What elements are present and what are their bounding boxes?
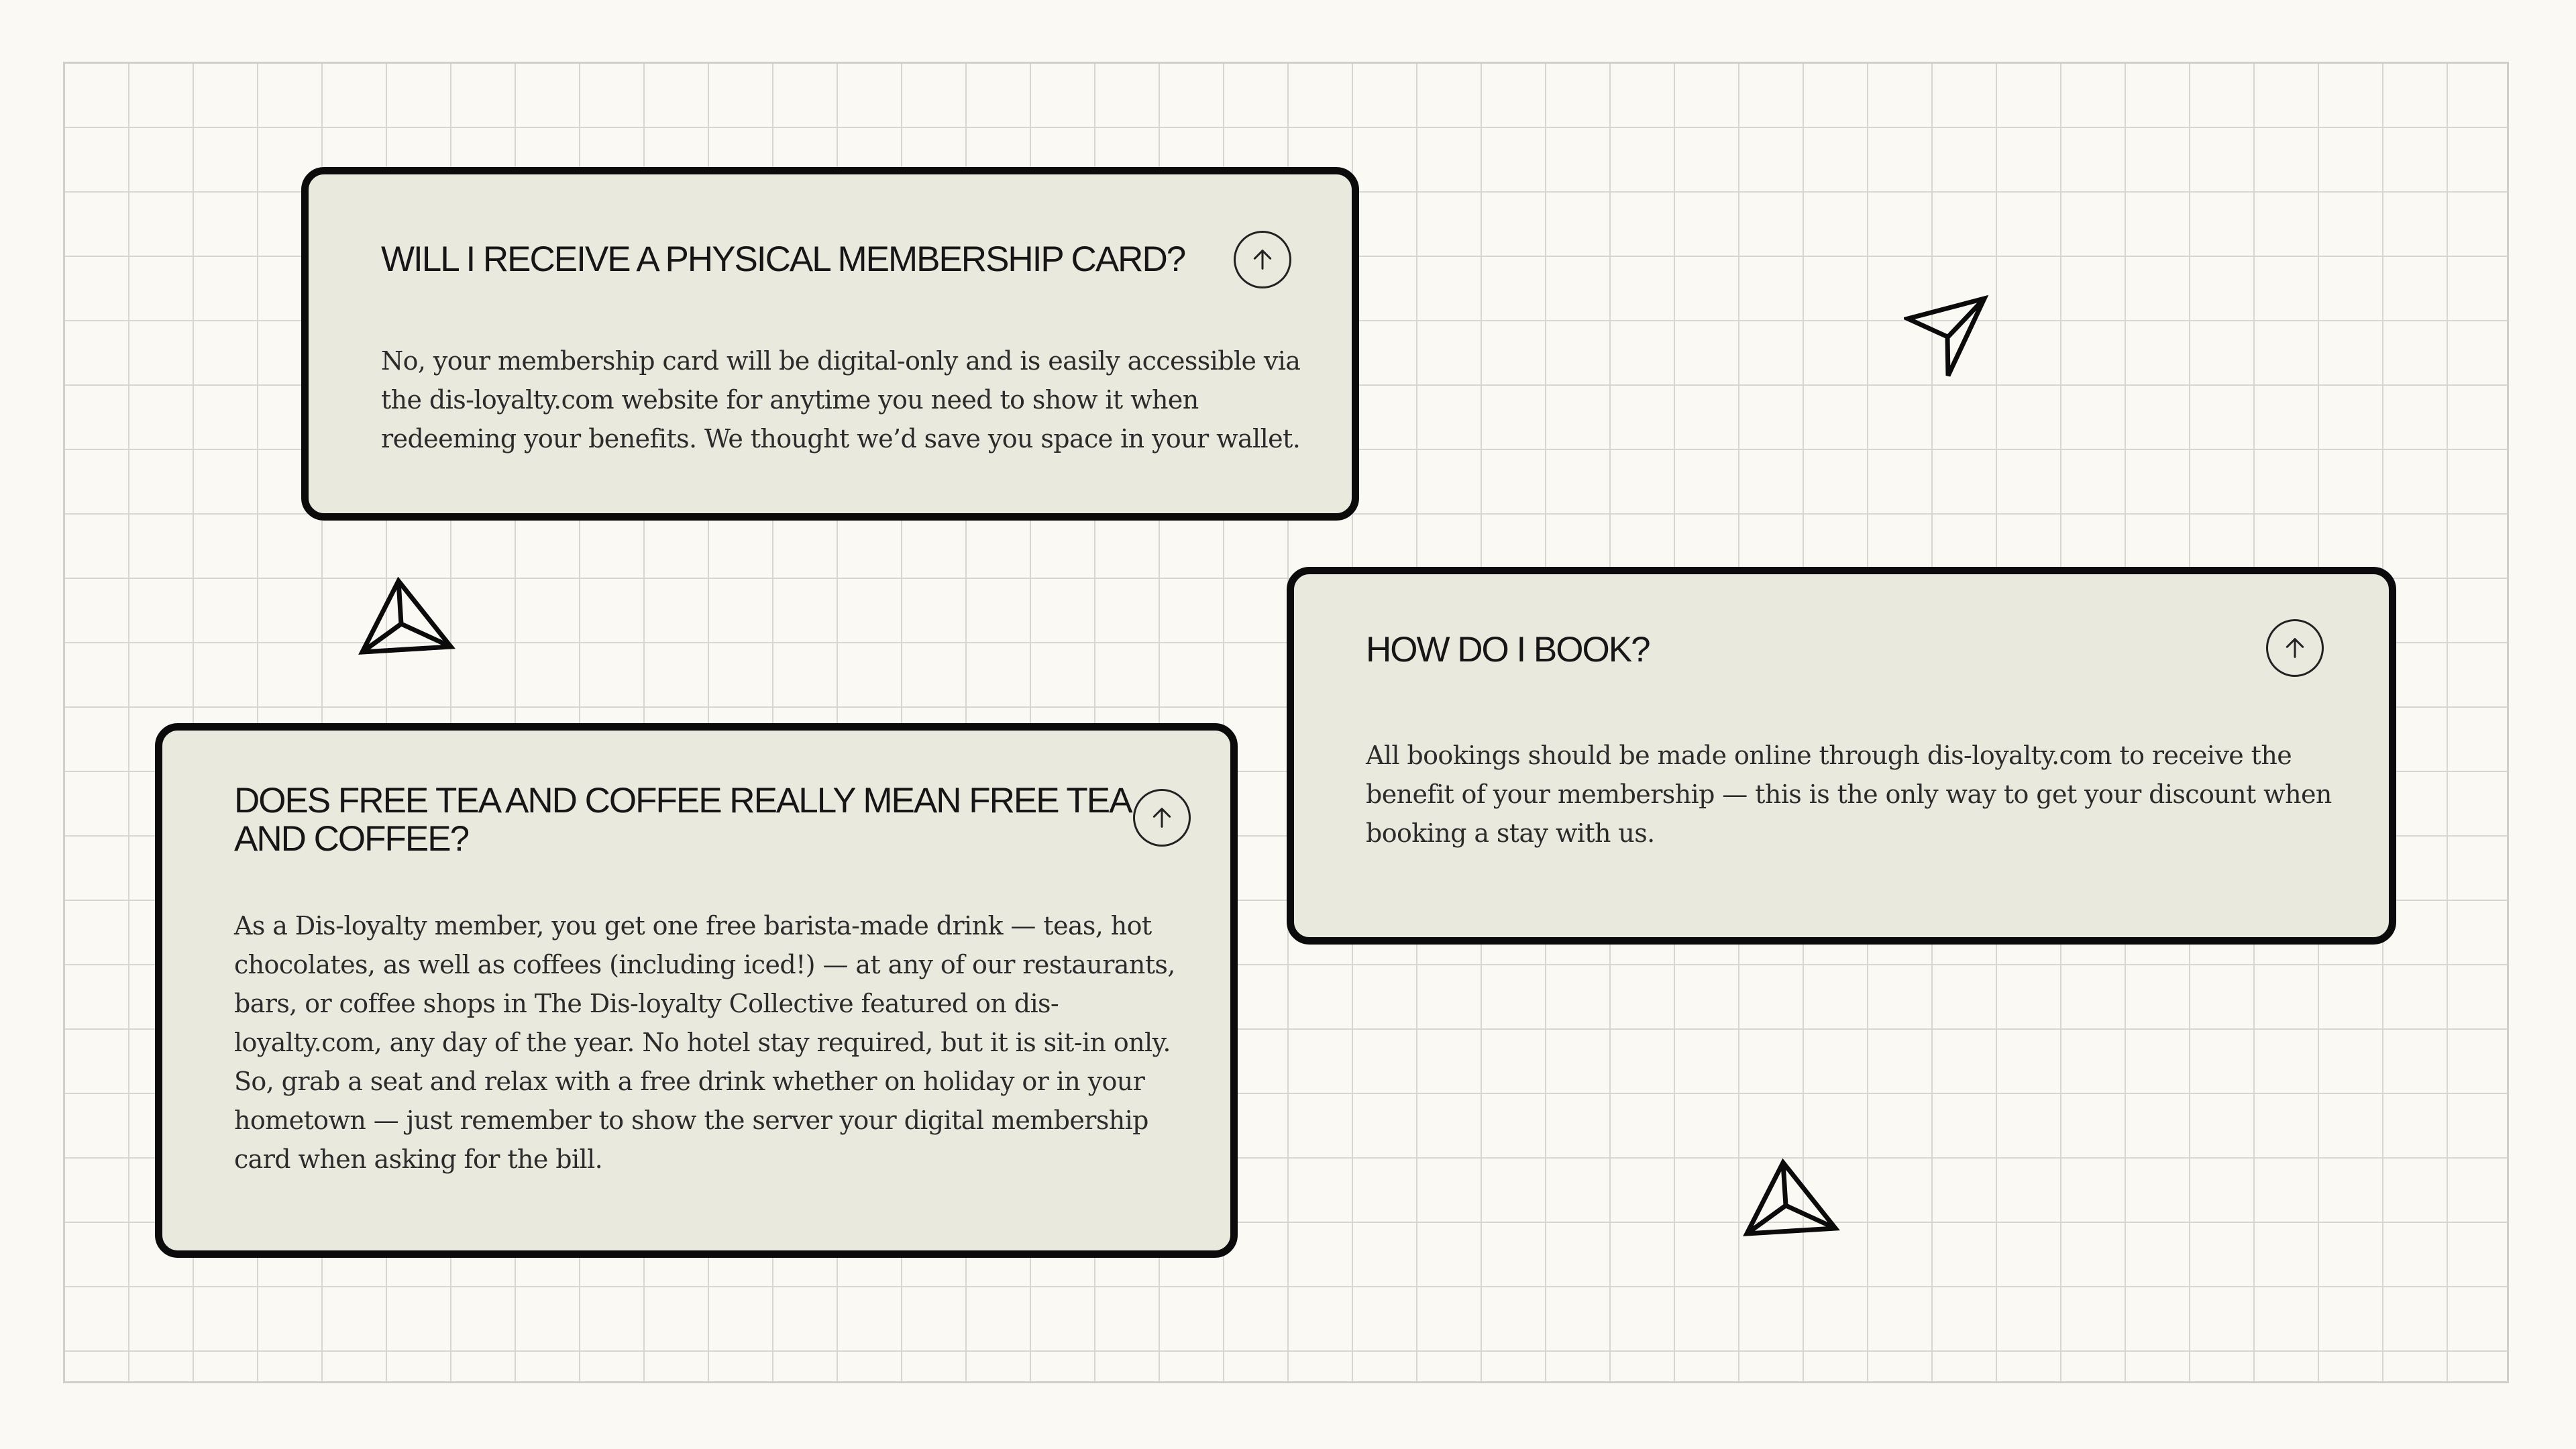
paper-plane-icon	[1904, 293, 1991, 380]
faq-card-membership-card	[301, 167, 1359, 521]
faq-answer: All bookings should be made online through dis-loyalty.com to receive the benefit of your membership — this is the only way to get your discount when booking a stay with us.	[1366, 741, 2332, 848]
faq-toggle-button[interactable]	[1133, 789, 1191, 847]
faq-card-how-to-book	[1287, 567, 2396, 945]
faq-question: HOW DO I BOOK?	[1366, 630, 1650, 669]
paper-plane-icon	[357, 577, 458, 657]
faq-answer: As a Dis-loyalty member, you get one free barista-made drink — teas, hot chocolates, as well as coffees (including iced!) — at any of our restaurants, bars, or coffee shops in The Dis-loyalty Collective featured on dis-loyalty.com, any day of the year. No hotel stay required, but it is sit-in only. So, grab a seat and relax with a free drink whether on holiday or in your hometown — just remember to show the server your digital membership card when asking for the bill.	[234, 911, 1175, 1174]
faq-toggle-button[interactable]	[2266, 619, 2324, 677]
faq-toggle-button[interactable]	[1234, 231, 1291, 288]
paper-plane-icon	[1741, 1159, 1842, 1239]
faq-question: WILL I RECEIVE A PHYSICAL MEMBERSHIP CARD?	[381, 239, 1185, 279]
arrow-up-icon	[1249, 246, 1276, 273]
faq-card-free-tea-coffee	[155, 723, 1238, 1258]
arrow-up-icon	[1148, 804, 1175, 831]
faq-answer: No, your membership card will be digital-only and is easily accessible via the dis-loyalty.com website for anytime you need to show it when redeeming your benefits. We thought we’d save you space in your wallet.	[381, 346, 1301, 453]
faq-question: DOES FREE TEA AND COFFEE REALLY MEAN FREE TEA AND COFFEE?	[234, 781, 1130, 859]
arrow-up-icon	[2282, 635, 2308, 661]
